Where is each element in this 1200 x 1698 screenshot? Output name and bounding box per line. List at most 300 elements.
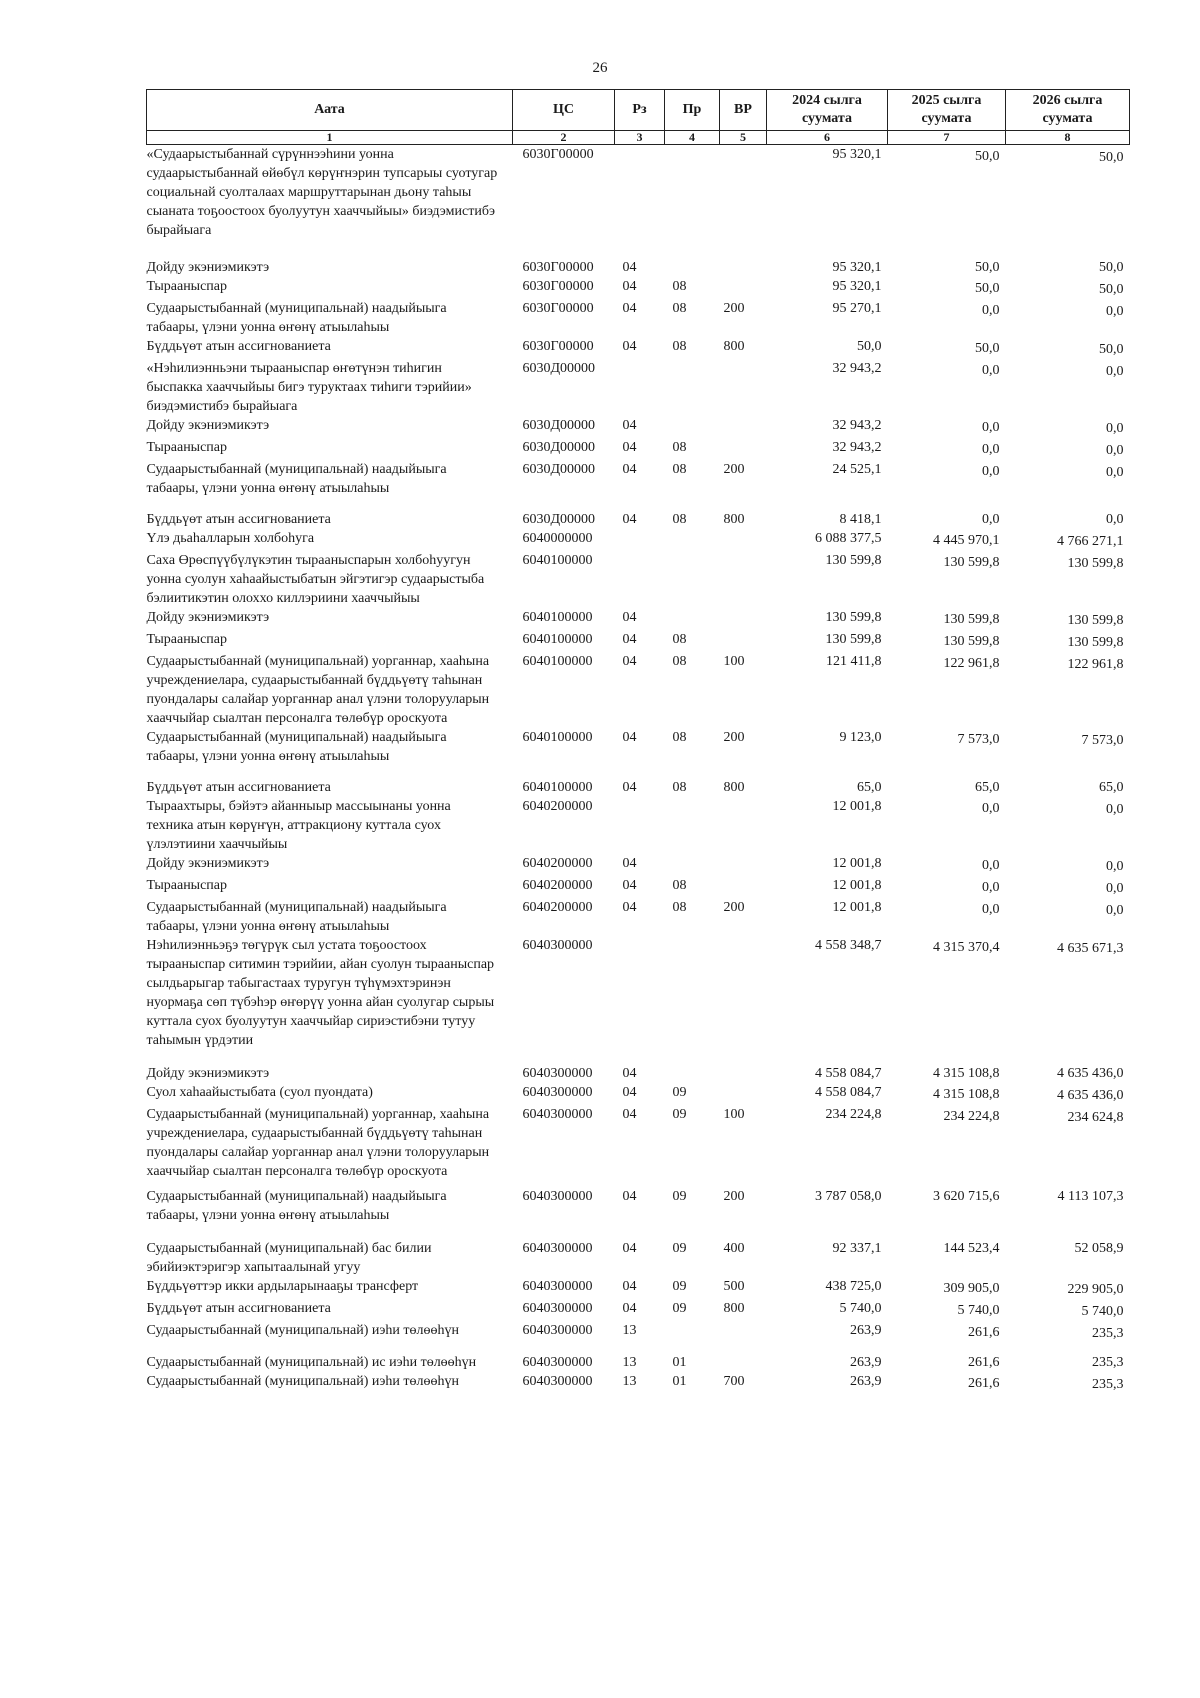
row-amount-2025: 144 523,4 [943, 1241, 1000, 1256]
row-amount-2026: 50,0 [1099, 150, 1124, 165]
table-row [147, 1105, 1130, 1181]
row-name: Бүддьүөт атын ассигнованиета [146, 1301, 331, 1316]
row-vr-code: 200 [723, 1189, 745, 1204]
row-rz-code: 13 [622, 1374, 637, 1389]
row-amount-2025: 50,0 [975, 341, 1000, 356]
row-name: Судаарыстыбаннай (муниципальнай) наадыйыыга табаары, үлэни уонна өҥөнү атыылаhыы [146, 1189, 447, 1223]
row-amount-2024: 12 001,8 [832, 799, 882, 814]
row-vr-code [720, 551, 767, 608]
row-rz-code [615, 529, 665, 551]
row-cs-code: 6030Д00000 [522, 361, 596, 376]
row-name: Дойду экэниэмикэтэ [146, 856, 270, 871]
table-body [147, 145, 1130, 1395]
row-pr-code: 08 [672, 632, 687, 647]
row-cs-code: 6040300000 [522, 1355, 593, 1370]
row-vr-code [720, 145, 767, 241]
row-amount-2025: 4 315 370,4 [933, 940, 1000, 955]
row-cs-code: 6040300000 [522, 1279, 593, 1294]
row-cs-code: 6040200000 [522, 900, 593, 915]
row-amount-2026: 0,0 [1106, 443, 1124, 458]
table-row [147, 529, 1130, 551]
row-rz-code: 04 [622, 1189, 637, 1204]
row-amount-2024: 121 411,8 [826, 654, 882, 669]
row-pr-code [665, 936, 720, 1050]
row-cs-code: 6040300000 [522, 1085, 593, 1100]
column-number: 1 [147, 131, 513, 145]
row-pr-code: 08 [672, 900, 687, 915]
row-amount-2025: 261,6 [968, 1325, 1000, 1340]
table-row [147, 145, 1130, 241]
row-vr-code [720, 1050, 767, 1083]
row-cs-code: 6040300000 [522, 1066, 593, 1081]
row-amount-2026: 4 635 671,3 [1057, 941, 1124, 956]
row-amount-2025: 0,0 [982, 442, 1000, 457]
column-number: 2 [513, 131, 615, 145]
row-amount-2025: 122 961,8 [943, 656, 1000, 671]
header-rz: Рз [615, 90, 665, 131]
row-pr-code: 09 [672, 1301, 687, 1316]
row-rz-code: 04 [622, 632, 637, 647]
row-rz-code [615, 797, 665, 854]
row-amount-2026: 0,0 [1106, 881, 1124, 896]
table-row [147, 898, 1130, 936]
column-number: 3 [615, 131, 665, 145]
row-vr-code [720, 240, 767, 277]
row-vr-code: 500 [723, 1279, 745, 1294]
row-pr-code: 08 [672, 279, 687, 294]
row-cs-code: 6040300000 [522, 938, 593, 953]
row-amount-2024: 6 088 377,5 [815, 531, 882, 546]
table-row [147, 1277, 1130, 1299]
row-rz-code: 04 [622, 301, 637, 316]
row-amount-2024: 95 320,1 [832, 260, 882, 275]
table-row [147, 1299, 1130, 1321]
row-amount-2024: 32 943,2 [832, 361, 882, 376]
row-name: Нэhилиэнньэҕэ төгүрүк сыл устата тоҕоостоох тырааныспар ситимин тэрийии, айан суолун тырааныспар сылдьарыгар табыгастаах туругун түhүмэхтэринэн нуормаҕа сөп түбэhэр өҥөрүү уонна айан суолугар сырыы куттала суох буолуутун хааччыйар сириэстибэни тутуу таhымын үрдэтии [146, 938, 495, 1048]
row-amount-2026: 130 599,8 [1067, 613, 1124, 628]
table-row [147, 337, 1130, 359]
row-pr-code [665, 359, 720, 416]
row-amount-2024: 8 418,1 [839, 512, 882, 527]
row-name: Дойду экэниэмикэтэ [146, 418, 270, 433]
row-amount-2026: 0,0 [1106, 859, 1124, 874]
row-cs-code: 6040000000 [522, 531, 593, 546]
row-cs-code: 6040200000 [522, 856, 593, 871]
table-row [147, 1083, 1130, 1105]
row-name: Судаарыстыбаннай (муниципальнай) наадыйыыга табаары, үлэни уонна өҥөнү атыылаhыы [146, 301, 447, 335]
row-name: Бүддьүөт атын ассигнованиета [146, 339, 331, 354]
row-amount-2026: 0,0 [1106, 465, 1124, 480]
row-pr-code [665, 240, 720, 277]
row-amount-2026: 50,0 [1099, 342, 1124, 357]
row-vr-code: 200 [723, 301, 745, 316]
row-amount-2026: 0,0 [1106, 364, 1124, 379]
row-amount-2025: 5 740,0 [957, 1303, 1000, 1318]
row-amount-2024: 263,9 [850, 1323, 882, 1338]
column-number: 6 [767, 131, 888, 145]
row-amount-2025: 234 224,8 [943, 1109, 1000, 1124]
row-amount-2026: 0,0 [1106, 512, 1124, 527]
row-amount-2025: 4 315 108,8 [933, 1066, 1000, 1081]
row-pr-code [665, 854, 720, 876]
table-row [147, 652, 1130, 728]
table-row [147, 936, 1130, 1050]
row-vr-code: 800 [723, 339, 745, 354]
row-pr-code: 09 [672, 1279, 687, 1294]
row-amount-2026: 235,3 [1092, 1326, 1124, 1341]
table-row [147, 359, 1130, 416]
row-vr-code [720, 797, 767, 854]
table-row [147, 797, 1130, 854]
row-amount-2024: 32 943,2 [832, 440, 882, 455]
row-pr-code: 08 [672, 730, 687, 745]
row-vr-code: 800 [723, 780, 745, 795]
row-name: Дойду экэниэмикэтэ [146, 610, 270, 625]
row-cs-code: 6030Г00000 [522, 279, 594, 294]
row-vr-code [720, 936, 767, 1050]
row-pr-code [665, 551, 720, 608]
row-amount-2024: 12 001,8 [832, 878, 882, 893]
row-cs-code: 6040200000 [522, 799, 593, 814]
row-rz-code: 04 [622, 1301, 637, 1316]
row-name: Дойду экэниэмикэтэ [146, 1066, 270, 1081]
row-amount-2025: 4 445 970,1 [933, 533, 1000, 548]
row-amount-2026: 229 905,0 [1067, 1282, 1124, 1297]
row-pr-code: 08 [672, 339, 687, 354]
row-rz-code: 04 [622, 1066, 637, 1081]
column-number: 7 [888, 131, 1006, 145]
row-cs-code: 6040100000 [522, 654, 593, 669]
row-cs-code: 6040100000 [522, 553, 593, 568]
row-amount-2026: 235,3 [1092, 1355, 1124, 1370]
row-rz-code: 13 [622, 1355, 637, 1370]
row-name: Дойду экэниэмикэтэ [146, 260, 270, 275]
column-number: 8 [1006, 131, 1130, 145]
header-year-2025: 2025 сылга суумата [888, 90, 1006, 131]
row-amount-2024: 65,0 [857, 780, 882, 795]
row-pr-code: 09 [672, 1085, 687, 1100]
row-amount-2026: 7 573,0 [1081, 733, 1124, 748]
table-row [147, 416, 1130, 438]
row-amount-2024: 50,0 [857, 339, 882, 354]
row-rz-code: 04 [622, 878, 637, 893]
table-row [147, 630, 1130, 652]
header-name: Аата [147, 90, 513, 131]
header-pr: Пр [665, 90, 720, 131]
table-row [147, 876, 1130, 898]
row-rz-code: 04 [622, 730, 637, 745]
row-name: Тыраахтыры, бэйэтэ айанныыр массыынаны уонна техника атын көрүҥүн, аттракциону куттала суох үлэлэтиини хааччыйыы [146, 799, 451, 852]
row-amount-2025: 0,0 [982, 512, 1000, 527]
row-amount-2025: 130 599,8 [943, 634, 1000, 649]
row-vr-code [720, 529, 767, 551]
row-amount-2025: 7 573,0 [957, 732, 1000, 747]
row-amount-2025: 0,0 [982, 420, 1000, 435]
row-amount-2025: 0,0 [982, 902, 1000, 917]
row-amount-2024: 92 337,1 [832, 1241, 882, 1256]
table-row [147, 728, 1130, 766]
row-name: «Нэhилиэнньэни тырааныспар өҥөтүнэн тиhигин быспакка хааччыйыы бигэ туруктаах тиhиги тэрийии» биэдэмистибэ бырайыага [146, 361, 472, 414]
row-rz-code [615, 145, 665, 241]
row-rz-code: 04 [622, 418, 637, 433]
row-pr-code: 01 [672, 1374, 687, 1389]
row-pr-code: 09 [672, 1107, 687, 1122]
row-amount-2025: 0,0 [982, 858, 1000, 873]
row-rz-code: 04 [622, 900, 637, 915]
row-cs-code: 6030Г00000 [522, 147, 594, 162]
row-amount-2025: 0,0 [982, 303, 1000, 318]
row-amount-2024: 4 558 084,7 [815, 1085, 882, 1100]
row-amount-2024: 4 558 348,7 [815, 938, 882, 953]
row-rz-code: 04 [622, 279, 637, 294]
header-cs: ЦС [513, 90, 615, 131]
row-pr-code [665, 1321, 720, 1343]
row-vr-code: 800 [723, 512, 745, 527]
row-amount-2024: 130 599,8 [825, 632, 882, 647]
row-vr-code: 100 [723, 654, 745, 669]
row-vr-code [720, 277, 767, 299]
row-vr-code: 800 [723, 1301, 745, 1316]
row-amount-2026: 4 635 436,0 [1057, 1088, 1124, 1103]
row-cs-code: 6030Д00000 [522, 418, 596, 433]
column-number: 5 [720, 131, 767, 145]
row-amount-2025: 3 620 715,6 [933, 1189, 1000, 1204]
row-name: Бүддьүөттэр икки ардыларынааҕы трансферт [146, 1279, 419, 1294]
row-amount-2024: 130 599,8 [825, 610, 882, 625]
row-vr-code [720, 854, 767, 876]
row-pr-code [665, 529, 720, 551]
row-amount-2025: 0,0 [982, 464, 1000, 479]
header-vr: ВР [720, 90, 767, 131]
table-row [147, 240, 1130, 277]
row-amount-2024: 12 001,8 [832, 900, 882, 915]
row-amount-2025: 130 599,8 [943, 612, 1000, 627]
row-vr-code: 400 [723, 1241, 745, 1256]
row-pr-code: 08 [672, 462, 687, 477]
row-vr-code: 200 [723, 900, 745, 915]
row-amount-2026: 65,0 [1099, 780, 1124, 795]
table-row [147, 1343, 1130, 1372]
header-year-2024: 2024 сылга суумата [767, 90, 888, 131]
row-cs-code: 6030Г00000 [522, 260, 594, 275]
row-amount-2024: 24 525,1 [832, 462, 882, 477]
row-amount-2024: 438 725,0 [825, 1279, 882, 1294]
row-cs-code: 6040300000 [522, 1323, 593, 1338]
row-amount-2026: 234 624,8 [1067, 1110, 1124, 1125]
row-amount-2026: 122 961,8 [1067, 657, 1124, 672]
row-amount-2026: 50,0 [1099, 260, 1124, 275]
row-amount-2026: 4 635 436,0 [1057, 1066, 1124, 1081]
row-amount-2024: 95 320,1 [832, 279, 882, 294]
row-pr-code: 08 [672, 440, 687, 455]
row-name: Үлэ дьаhалларын холбоhуга [146, 531, 315, 546]
row-vr-code [720, 359, 767, 416]
row-pr-code: 08 [672, 654, 687, 669]
row-cs-code: 6030Д00000 [522, 512, 596, 527]
row-name: Судаарыстыбаннай (муниципальнай) наадыйыыга табаары, үлэни уонна өҥөнү атыылаhыы [146, 462, 447, 496]
table-row [147, 1321, 1130, 1343]
row-name: «Судаарыстыбаннай сүрүннээhини уонна судаарыстыбаннай өйөбүл көрүҥнэрин тупсарыы суотугар социальнай суолталаах маршруттарынан дьону таhыы сыаната тоҕоостоох буолуутун хааччыйыы» биэдэмистибэ бырайыага [146, 147, 498, 238]
column-number: 4 [665, 131, 720, 145]
row-rz-code: 04 [622, 610, 637, 625]
table-row [147, 498, 1130, 529]
row-vr-code: 200 [723, 462, 745, 477]
row-amount-2025: 65,0 [975, 780, 1000, 795]
row-amount-2024: 4 558 084,7 [815, 1066, 882, 1081]
row-rz-code: 04 [622, 512, 637, 527]
table-header [147, 90, 1130, 145]
row-amount-2025: 261,6 [968, 1376, 1000, 1391]
row-vr-code [720, 438, 767, 460]
row-rz-code: 04 [622, 1085, 637, 1100]
row-vr-code [720, 1321, 767, 1343]
row-pr-code: 08 [672, 780, 687, 795]
row-amount-2025: 0,0 [982, 363, 1000, 378]
row-name: Судаарыстыбаннай (муниципальнай) уорганнар, хааhына учреждениелара, судаарыстыбаннай бүддьүөтү таhынан пуондалары салайар уорганнар анал үлэни толорууларын хааччыйар сыалтан персоналга төлөбүр ороскуота [146, 654, 490, 726]
row-vr-code [720, 1343, 767, 1372]
row-amount-2025: 261,6 [968, 1355, 1000, 1370]
row-cs-code: 6040300000 [522, 1241, 593, 1256]
table-row [147, 766, 1130, 797]
row-vr-code [720, 876, 767, 898]
row-name: Бүддьүөт атын ассигнованиета [146, 512, 331, 527]
row-vr-code: 200 [723, 730, 745, 745]
row-amount-2024: 3 787 058,0 [815, 1189, 882, 1204]
row-name: Тырааныспар [146, 878, 228, 893]
row-cs-code: 6040300000 [522, 1107, 593, 1122]
row-name: Саха Өрөспүүбүлүкэтин тырааныспарын холбоhуугун уонна суолун хаhаайыстыбатын эйгэтигэр судаарыстыба бэлиитикэтин олоххо киллэриини хааччыйыы [146, 553, 485, 606]
row-pr-code: 08 [672, 878, 687, 893]
row-amount-2024: 95 320,1 [832, 147, 882, 162]
table-row [147, 1372, 1130, 1394]
row-pr-code: 09 [672, 1241, 687, 1256]
row-amount-2025: 50,0 [975, 260, 1000, 275]
row-amount-2026: 5 740,0 [1081, 1304, 1124, 1319]
row-rz-code: 04 [622, 339, 637, 354]
row-name: Тырааныспар [146, 279, 228, 294]
row-cs-code: 6040100000 [522, 730, 593, 745]
row-pr-code [665, 416, 720, 438]
row-amount-2026: 4 113 107,3 [1057, 1189, 1124, 1204]
row-rz-code: 04 [622, 440, 637, 455]
table-row [147, 1225, 1130, 1277]
row-vr-code [720, 630, 767, 652]
row-pr-code [665, 608, 720, 630]
row-pr-code [665, 145, 720, 241]
row-amount-2026: 0,0 [1106, 802, 1124, 817]
row-pr-code [665, 1050, 720, 1083]
row-rz-code: 04 [622, 462, 637, 477]
table-row [147, 299, 1130, 337]
row-amount-2024: 263,9 [850, 1355, 882, 1370]
row-pr-code [665, 797, 720, 854]
row-amount-2024: 130 599,8 [825, 553, 882, 568]
row-rz-code: 04 [622, 780, 637, 795]
row-rz-code: 04 [622, 1241, 637, 1256]
header-year-2026: 2026 сылга суумата [1006, 90, 1130, 131]
row-pr-code: 08 [672, 512, 687, 527]
row-name: Судаарыстыбаннай (муниципальнай) иэhи төлөөhүн [146, 1323, 459, 1338]
row-name: Суол хаhаайыстыбата (суол пуондата) [146, 1085, 373, 1100]
row-amount-2026: 130 599,8 [1067, 635, 1124, 650]
table-row [147, 438, 1130, 460]
row-name: Судаарыстыбаннай (муниципальнай) иэhи төлөөhүн [146, 1374, 459, 1389]
table-row [147, 277, 1130, 299]
row-rz-code [615, 936, 665, 1050]
row-name: Судаарыстыбаннай (муниципальнай) наадыйыыга табаары, үлэни уонна өҥөнү атыылаhыы [146, 900, 447, 934]
row-vr-code [720, 1083, 767, 1105]
row-name: Тырааныспар [146, 632, 228, 647]
row-amount-2025: 130 599,8 [943, 555, 1000, 570]
row-vr-code [720, 608, 767, 630]
row-amount-2025: 50,0 [975, 281, 1000, 296]
row-cs-code: 6030Г00000 [522, 301, 594, 316]
row-cs-code: 6040300000 [522, 1189, 593, 1204]
row-rz-code: 04 [622, 654, 637, 669]
row-vr-code [720, 416, 767, 438]
row-rz-code: 04 [622, 1279, 637, 1294]
row-amount-2024: 234 224,8 [825, 1107, 882, 1122]
table-row [147, 460, 1130, 498]
row-pr-code: 01 [672, 1355, 687, 1370]
row-amount-2024: 95 270,1 [832, 301, 882, 316]
row-cs-code: 6040100000 [522, 780, 593, 795]
row-amount-2025: 50,0 [975, 149, 1000, 164]
row-amount-2024: 263,9 [850, 1374, 882, 1389]
row-cs-code: 6040300000 [522, 1374, 593, 1389]
row-amount-2026: 130 599,8 [1067, 556, 1124, 571]
row-rz-code: 04 [622, 1107, 637, 1122]
row-rz-code [615, 551, 665, 608]
row-rz-code [615, 359, 665, 416]
row-cs-code: 6040300000 [522, 1301, 593, 1316]
row-pr-code: 08 [672, 301, 687, 316]
table-row [147, 1181, 1130, 1225]
table-row [147, 1050, 1130, 1083]
row-amount-2025: 309 905,0 [943, 1281, 1000, 1296]
table-row [147, 608, 1130, 630]
row-amount-2026: 50,0 [1099, 282, 1124, 297]
row-amount-2025: 4 315 108,8 [933, 1087, 1000, 1102]
row-amount-2024: 12 001,8 [832, 856, 882, 871]
row-amount-2024: 9 123,0 [839, 730, 882, 745]
row-rz-code: 13 [622, 1323, 637, 1338]
row-cs-code: 6040200000 [522, 878, 593, 893]
row-name: Судаарыстыбаннай (муниципальнай) бас билии эбийиэктэригэр хапытаалынай угуу [146, 1241, 432, 1275]
row-vr-code: 700 [723, 1374, 745, 1389]
row-amount-2024: 32 943,2 [832, 418, 882, 433]
row-name: Судаарыстыбаннай (муниципальнай) уорганнар, хааhына учреждениелара, судаарыстыбаннай бүддьүөтү таhынан пуондалары салайар уорганнар анал үлэни толорууларын хааччыйар сыалтан персоналга төлөбүр ороскуота [146, 1107, 490, 1179]
row-pr-code: 09 [672, 1189, 687, 1204]
row-rz-code: 04 [622, 856, 637, 871]
row-amount-2024: 5 740,0 [839, 1301, 882, 1316]
row-name: Тырааныспар [146, 440, 228, 455]
row-name: Судаарыстыбаннай (муниципальнай) наадыйыыга табаары, үлэни уонна өҥөнү атыылаhыы [146, 730, 447, 764]
row-name: Бүддьүөт атын ассигнованиета [146, 780, 331, 795]
row-amount-2026: 4 766 271,1 [1057, 534, 1124, 549]
row-cs-code: 6040100000 [522, 632, 593, 647]
row-cs-code: 6030Д00000 [522, 462, 596, 477]
row-cs-code: 6040100000 [522, 610, 593, 625]
row-amount-2026: 0,0 [1106, 304, 1124, 319]
row-vr-code: 100 [723, 1107, 745, 1122]
row-amount-2025: 0,0 [982, 880, 1000, 895]
row-amount-2025: 0,0 [982, 801, 1000, 816]
table-row [147, 551, 1130, 608]
row-amount-2026: 0,0 [1106, 421, 1124, 436]
table-row [147, 854, 1130, 876]
budget-table [146, 89, 1130, 1394]
